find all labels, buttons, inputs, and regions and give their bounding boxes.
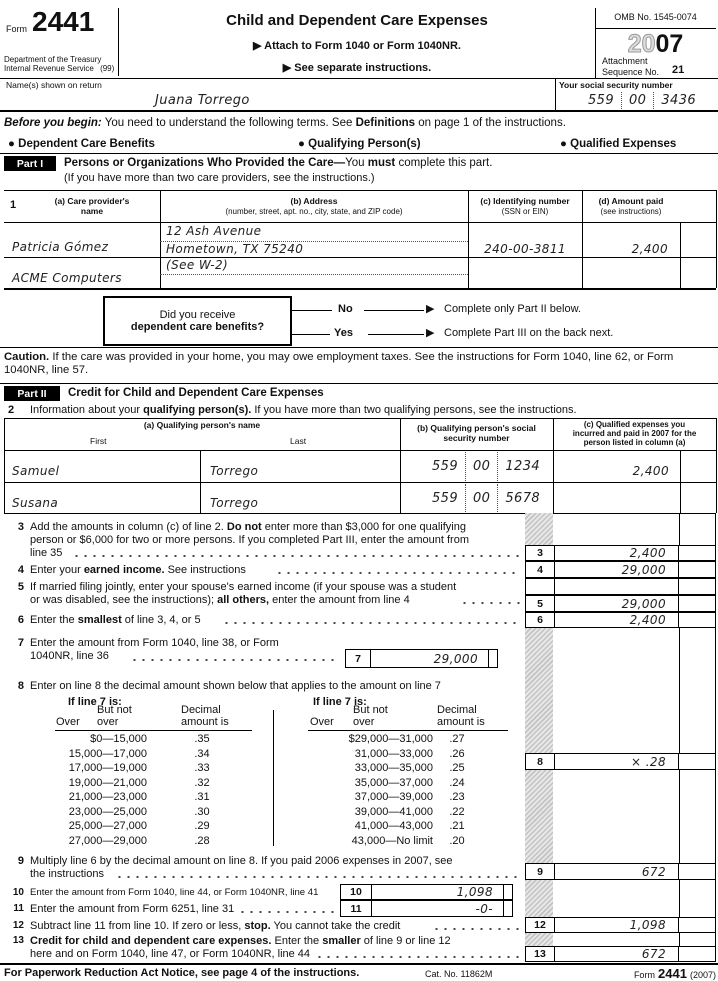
decimal-header-left: Decimal amount is bbox=[181, 704, 229, 728]
rule bbox=[0, 963, 718, 965]
bracket-decimal: .22 bbox=[449, 806, 465, 818]
cents-cell bbox=[678, 947, 715, 961]
cents-cell bbox=[678, 546, 715, 560]
see-note: ▶ See separate instructions. bbox=[282, 62, 432, 74]
bullet-icon: ● bbox=[8, 138, 15, 150]
line13-box-number: 13 bbox=[526, 947, 555, 961]
bracket-decimal: .21 bbox=[449, 820, 465, 832]
yes-option[interactable]: Yes bbox=[334, 327, 353, 339]
bracket-decimal: .30 bbox=[194, 806, 210, 818]
line4-box-number: 4 bbox=[526, 562, 555, 577]
bullet-icon: ● bbox=[298, 138, 305, 150]
qp-col-a-header: (a) Qualifying person's name bbox=[143, 420, 261, 430]
arrow-icon: ▶ bbox=[282, 62, 292, 74]
rule bbox=[4, 257, 716, 258]
cents-cell bbox=[678, 754, 715, 769]
name-label: Name(s) shown on return bbox=[6, 80, 102, 90]
line4-text: Enter your earned income. See instructions bbox=[30, 564, 246, 576]
qp-ssn-field[interactable]: 559 00 5678 bbox=[432, 484, 540, 512]
arrow-icon: ▶ bbox=[426, 327, 435, 339]
rule bbox=[0, 383, 718, 384]
provider-address-line2[interactable]: Hometown, TX 75240 bbox=[166, 242, 304, 256]
dot-leader bbox=[460, 602, 520, 604]
catalog-number: Cat. No. 11862M bbox=[425, 969, 493, 979]
rule bbox=[55, 730, 252, 731]
over-header-left: Over bbox=[56, 716, 80, 728]
line9-number: 9 bbox=[17, 855, 24, 867]
qp-first-name[interactable]: Susana bbox=[12, 496, 59, 510]
provider-address-line1[interactable]: 12 Ash Avenue bbox=[166, 224, 262, 238]
yes-result-text: Complete Part III on the back next. bbox=[444, 327, 614, 339]
line11-number: 11 bbox=[13, 903, 24, 914]
qp-last-header: Last bbox=[290, 436, 307, 446]
bracket-decimal: .24 bbox=[449, 777, 465, 789]
rule bbox=[4, 450, 716, 451]
line3-text: Add the amounts in column (c) of line 2. Do not enter more than $3,000 for one qualifying person or $6,000 for two or more persons. If you completed Part III, enter the amount from line 35 bbox=[30, 521, 469, 559]
line4-value-box bbox=[525, 561, 716, 578]
dept-line2: Internal Revenue Service (99) bbox=[4, 64, 115, 73]
bracket-decimal: .34 bbox=[194, 748, 210, 760]
paperwork-notice: For Paperwork Reduction Act Notice, see page 4 of the instructions. bbox=[4, 967, 360, 979]
caution-text-line2: 1040NR, line 57. bbox=[4, 364, 89, 376]
shaded-area bbox=[525, 770, 553, 863]
if-line7-label-right: If line 7 is: bbox=[313, 696, 367, 708]
header-divider bbox=[118, 8, 119, 76]
qp-col-b-header: (b) Qualifying person's social security number bbox=[417, 423, 536, 443]
bracket-range: 39,000—41,000 bbox=[354, 806, 433, 818]
rule bbox=[292, 334, 330, 335]
line1-number: 1 bbox=[10, 199, 17, 211]
tax-year bbox=[595, 30, 716, 59]
bracket-decimal: .27 bbox=[449, 733, 465, 745]
rule bbox=[0, 78, 718, 79]
line9-text: Multiply line 6 by the decimal amount on line 8. If you paid 2006 expenses in 2007, see the instructions bbox=[30, 855, 453, 880]
sequence-label: Sequence No. bbox=[602, 67, 660, 77]
rule bbox=[273, 710, 274, 846]
bracket-range: 35,000—37,000 bbox=[354, 777, 433, 789]
omb-number: OMB No. 1545-0074 bbox=[614, 12, 697, 22]
line6-text: Enter the smallest of line 3, 4, or 5 bbox=[30, 614, 201, 626]
bracket-range: 31,000—33,000 bbox=[354, 748, 433, 760]
line4-amount[interactable]: 29,000 bbox=[621, 562, 666, 577]
dot-leader bbox=[222, 622, 520, 624]
line12-value-box bbox=[525, 917, 716, 933]
line5-text: If married filing jointly, enter your spouse's earned income (if your spouse was a student or was disabled, see the instructions); all others, enter the amount from line 4 bbox=[30, 581, 457, 606]
part1-label: Part I bbox=[4, 156, 56, 171]
line13-text: Credit for child and dependent care expenses. Enter the smaller of line 9 or line 12 here and on Form 1040, line 47, or Form 1040NR, line 44 bbox=[30, 935, 451, 960]
bracket-decimal: .35 bbox=[194, 733, 210, 745]
form-word: Form bbox=[6, 24, 27, 34]
decimal-header-right: Decimal amount is bbox=[437, 704, 485, 728]
line5-box-number: 5 bbox=[526, 596, 555, 611]
cents-cell bbox=[678, 613, 715, 627]
bracket-range: 37,000—39,000 bbox=[354, 791, 433, 803]
no-result-text: Complete only Part II below. bbox=[444, 303, 581, 315]
line12-amount[interactable]: 1,098 bbox=[629, 918, 666, 932]
cents-cell bbox=[488, 650, 497, 667]
ssn-separator bbox=[653, 92, 654, 109]
line10-box-number: 10 bbox=[341, 885, 372, 899]
qp-ssn-field[interactable]: 559 00 1234 bbox=[432, 452, 540, 481]
form-footer-id: Form 2441 (2007) bbox=[633, 966, 716, 981]
shaded-area bbox=[525, 513, 553, 545]
line10-text: Enter the amount from Form 1040, line 44, or Form 1040NR, line 41 bbox=[30, 887, 319, 898]
line8-box-number: 8 bbox=[526, 754, 555, 769]
provider-name[interactable]: ACME Computers bbox=[12, 271, 122, 285]
line11-text: Enter the amount from Form 6251, line 31 bbox=[30, 903, 235, 915]
rule bbox=[4, 190, 716, 191]
line12-text: Subtract line 11 from line 10. If zero or less, stop. You cannot take the credit bbox=[30, 920, 401, 932]
part1-heading: Persons or Organizations Who Provided the Care—You must complete this part. bbox=[64, 157, 493, 169]
line10-value-box bbox=[340, 884, 513, 900]
rule bbox=[292, 310, 332, 311]
rule bbox=[555, 78, 556, 110]
ssn-separator bbox=[621, 92, 622, 109]
dot-leader bbox=[275, 572, 520, 574]
ssn-field[interactable]: 559 00 3436 bbox=[588, 93, 697, 108]
qp-last-name[interactable]: Torrego bbox=[210, 496, 259, 510]
rule bbox=[0, 110, 718, 112]
part2-label: Part II bbox=[4, 386, 60, 401]
rule bbox=[308, 730, 508, 731]
line13-amount[interactable]: 672 bbox=[641, 947, 666, 961]
line5-amount[interactable]: 29,000 bbox=[621, 596, 666, 611]
rule bbox=[4, 418, 716, 419]
line9-value-box bbox=[525, 863, 716, 880]
qp-expenses[interactable]: 2,400 bbox=[632, 464, 669, 478]
line10-number: 10 bbox=[12, 887, 24, 898]
cents-cell bbox=[678, 918, 715, 932]
bracket-decimal: .29 bbox=[194, 820, 210, 832]
line6-amount[interactable]: 2,400 bbox=[629, 613, 666, 627]
bracket-decimal: .20 bbox=[449, 835, 465, 847]
line12-box-number: 12 bbox=[526, 918, 555, 932]
line6-number: 6 bbox=[17, 614, 24, 626]
line8-decimal[interactable]: × .28 bbox=[631, 754, 666, 769]
line5-value-box bbox=[525, 595, 716, 612]
if-line7-label-left: If line 7 is: bbox=[68, 696, 122, 708]
tax-year-bold: 07 bbox=[655, 30, 684, 58]
part2-heading: Credit for Child and Dependent Care Expenses bbox=[68, 387, 324, 399]
rule bbox=[4, 222, 716, 223]
bracket-range: 19,000—21,000 bbox=[68, 777, 147, 789]
line2-number: 2 bbox=[8, 404, 15, 416]
butnot-header-right: But not over bbox=[353, 704, 388, 728]
shaded-area bbox=[525, 628, 553, 753]
cents-cell bbox=[503, 901, 512, 916]
ssn-separator bbox=[497, 452, 498, 481]
line13-number: 13 bbox=[12, 935, 24, 946]
qp-first-name[interactable]: Samuel bbox=[12, 464, 60, 478]
ssn-separator bbox=[465, 452, 466, 481]
provider-col-d-header: (d) Amount paid (see instructions) bbox=[598, 196, 664, 216]
provider-col-c-header: (c) Identifying number (SSN or EIN) bbox=[480, 196, 570, 216]
rule bbox=[200, 450, 201, 513]
ssn-separator bbox=[465, 484, 466, 512]
line7-box-number: 7 bbox=[346, 650, 371, 667]
line11-amount[interactable]: -0- bbox=[475, 901, 493, 916]
attach-note: ▶ Attach to Form 1040 or Form 1040NR. bbox=[253, 40, 461, 52]
bracket-decimal: .26 bbox=[449, 748, 465, 760]
spacer-box bbox=[525, 578, 716, 595]
dot-leader bbox=[72, 555, 520, 557]
sequence-value: 21 bbox=[672, 64, 685, 76]
bracket-range: 33,000—35,000 bbox=[354, 762, 433, 774]
line6-box-number: 6 bbox=[526, 613, 555, 627]
rule bbox=[680, 222, 681, 288]
line3-box-number: 3 bbox=[526, 546, 555, 560]
line5-number: 5 bbox=[17, 581, 24, 593]
line2-text: Information about your qualifying person(s). If you have more than two qualifying persons, see the instructions. bbox=[30, 404, 577, 416]
bracket-range: 43,000—No limit bbox=[351, 835, 433, 847]
line7-number: 7 bbox=[17, 637, 24, 649]
arrow-icon: ▶ bbox=[253, 40, 262, 52]
qp-col-c-header: (c) Qualified expenses you incurred and paid in 2007 for the person listed in column (a) bbox=[572, 420, 697, 447]
bracket-decimal: .28 bbox=[194, 835, 210, 847]
term-qualified-expenses: ● Qualified Expenses bbox=[560, 138, 677, 150]
form-number: 2441 bbox=[32, 6, 95, 37]
benefits-question-box: Did you receive dependent care benefits? bbox=[103, 296, 292, 346]
line3-number: 3 bbox=[17, 521, 24, 533]
provider-address-line1[interactable]: (See W-2) bbox=[166, 258, 229, 272]
rule bbox=[364, 310, 424, 311]
attachment-label: Attachment bbox=[602, 56, 648, 66]
line9-box-number: 9 bbox=[526, 864, 555, 879]
bracket-range: 25,000—27,000 bbox=[68, 820, 147, 832]
line8-text: Enter on line 8 the decimal amount shown below that applies to the amount on line 7 bbox=[30, 680, 441, 692]
shaded-area bbox=[525, 933, 553, 946]
ssn-separator bbox=[497, 484, 498, 512]
caution-text: Caution. If the care was provided in your home, you may owe employment taxes. See the instructions for Form 1040, line 62, or Form bbox=[4, 351, 674, 363]
qp-last-name[interactable]: Torrego bbox=[210, 464, 259, 478]
rule bbox=[716, 418, 717, 513]
line10-amount[interactable]: 1,098 bbox=[456, 885, 493, 899]
line12-number: 12 bbox=[12, 920, 24, 931]
line4-number: 4 bbox=[17, 564, 24, 576]
bracket-decimal: .31 bbox=[194, 791, 210, 803]
provider-amount[interactable]: 2,400 bbox=[631, 242, 668, 256]
line3-value-box bbox=[525, 545, 716, 561]
butnot-header-left: But not over bbox=[97, 704, 132, 728]
rule bbox=[0, 153, 718, 154]
bracket-decimal: .23 bbox=[449, 791, 465, 803]
dept-line1: Department of the Treasury bbox=[4, 55, 102, 64]
name-field[interactable]: Juana Torrego bbox=[155, 93, 250, 108]
cents-cell bbox=[678, 562, 715, 577]
line11-box-number: 11 bbox=[341, 901, 372, 916]
over-header-right: Over bbox=[310, 716, 334, 728]
bracket-range: 41,000—43,000 bbox=[354, 820, 433, 832]
bracket-range: 17,000—19,000 bbox=[68, 762, 147, 774]
rule bbox=[4, 482, 716, 483]
rule bbox=[4, 288, 716, 290]
dot-leader bbox=[130, 659, 340, 661]
bracket-range: 21,000—23,000 bbox=[68, 791, 147, 803]
ssn-label: Your social security number bbox=[559, 80, 673, 90]
part1-heading-line2: (If you have more than two care providers, see the instructions.) bbox=[64, 172, 375, 184]
bracket-decimal: .25 bbox=[449, 762, 465, 774]
arrow-icon: ▶ bbox=[426, 303, 435, 315]
bracket-range: $0—15,000 bbox=[90, 733, 147, 745]
provider-col-a-header: (a) Care provider's name bbox=[54, 196, 130, 216]
before-you-begin: Before you begin: You need to understand the following terms. See Definitions on page 1 of the instructions. bbox=[4, 117, 566, 129]
form-title: Child and Dependent Care Expenses bbox=[226, 12, 488, 29]
line9-amount[interactable]: 672 bbox=[641, 864, 666, 879]
line13-value-box bbox=[525, 946, 716, 962]
rule bbox=[595, 28, 716, 29]
bracket-decimal: .33 bbox=[194, 762, 210, 774]
term-dependent-care-benefits: ● Dependent Care Benefits bbox=[8, 138, 155, 150]
no-option[interactable]: No bbox=[338, 303, 353, 315]
line7-text: Enter the amount from Form 1040, line 38, or Form 1040NR, line 36 bbox=[30, 637, 279, 662]
dot-leader bbox=[315, 956, 520, 958]
bracket-range: 15,000—17,000 bbox=[68, 748, 147, 760]
dot-leader bbox=[115, 876, 520, 878]
rule bbox=[4, 418, 5, 513]
term-qualifying-persons: ● Qualifying Person(s) bbox=[298, 138, 421, 150]
provider-name[interactable]: Patricia Gómez bbox=[12, 240, 109, 254]
bracket-range: 27,000—29,000 bbox=[68, 835, 147, 847]
rule bbox=[716, 190, 717, 288]
line8-number: 8 bbox=[17, 680, 24, 692]
bracket-range: 23,000—25,000 bbox=[68, 806, 147, 818]
rule bbox=[4, 513, 716, 514]
dot-leader bbox=[432, 928, 520, 930]
cents-cell bbox=[678, 579, 715, 594]
bracket-decimal: .32 bbox=[194, 777, 210, 789]
cents-cell bbox=[503, 885, 512, 899]
rule bbox=[680, 450, 681, 513]
shaded-area bbox=[525, 880, 553, 917]
provider-col-b-header: (b) Address (number, street, apt. no., city, state, and ZIP code) bbox=[225, 196, 403, 216]
tax-year-outline: 20 bbox=[627, 30, 656, 58]
bullet-icon: ● bbox=[560, 138, 567, 150]
line7-amount[interactable]: 29,000 bbox=[433, 651, 478, 666]
line8-value-box bbox=[525, 753, 716, 770]
dot-leader bbox=[238, 911, 336, 913]
qp-first-header: First bbox=[90, 436, 107, 446]
line6-value-box bbox=[525, 612, 716, 628]
cents-cell bbox=[678, 864, 715, 879]
cents-cell bbox=[678, 596, 715, 611]
rule bbox=[160, 274, 468, 275]
dept-code: (99) bbox=[100, 64, 115, 73]
line7-value-box bbox=[345, 649, 498, 668]
provider-id-number[interactable]: 240-00-3811 bbox=[484, 242, 566, 256]
rule bbox=[0, 347, 718, 348]
line3-amount[interactable]: 2,400 bbox=[629, 546, 666, 560]
bracket-range: $29,000—31,000 bbox=[348, 733, 433, 745]
line11-value-box bbox=[340, 900, 513, 917]
rule bbox=[368, 334, 424, 335]
